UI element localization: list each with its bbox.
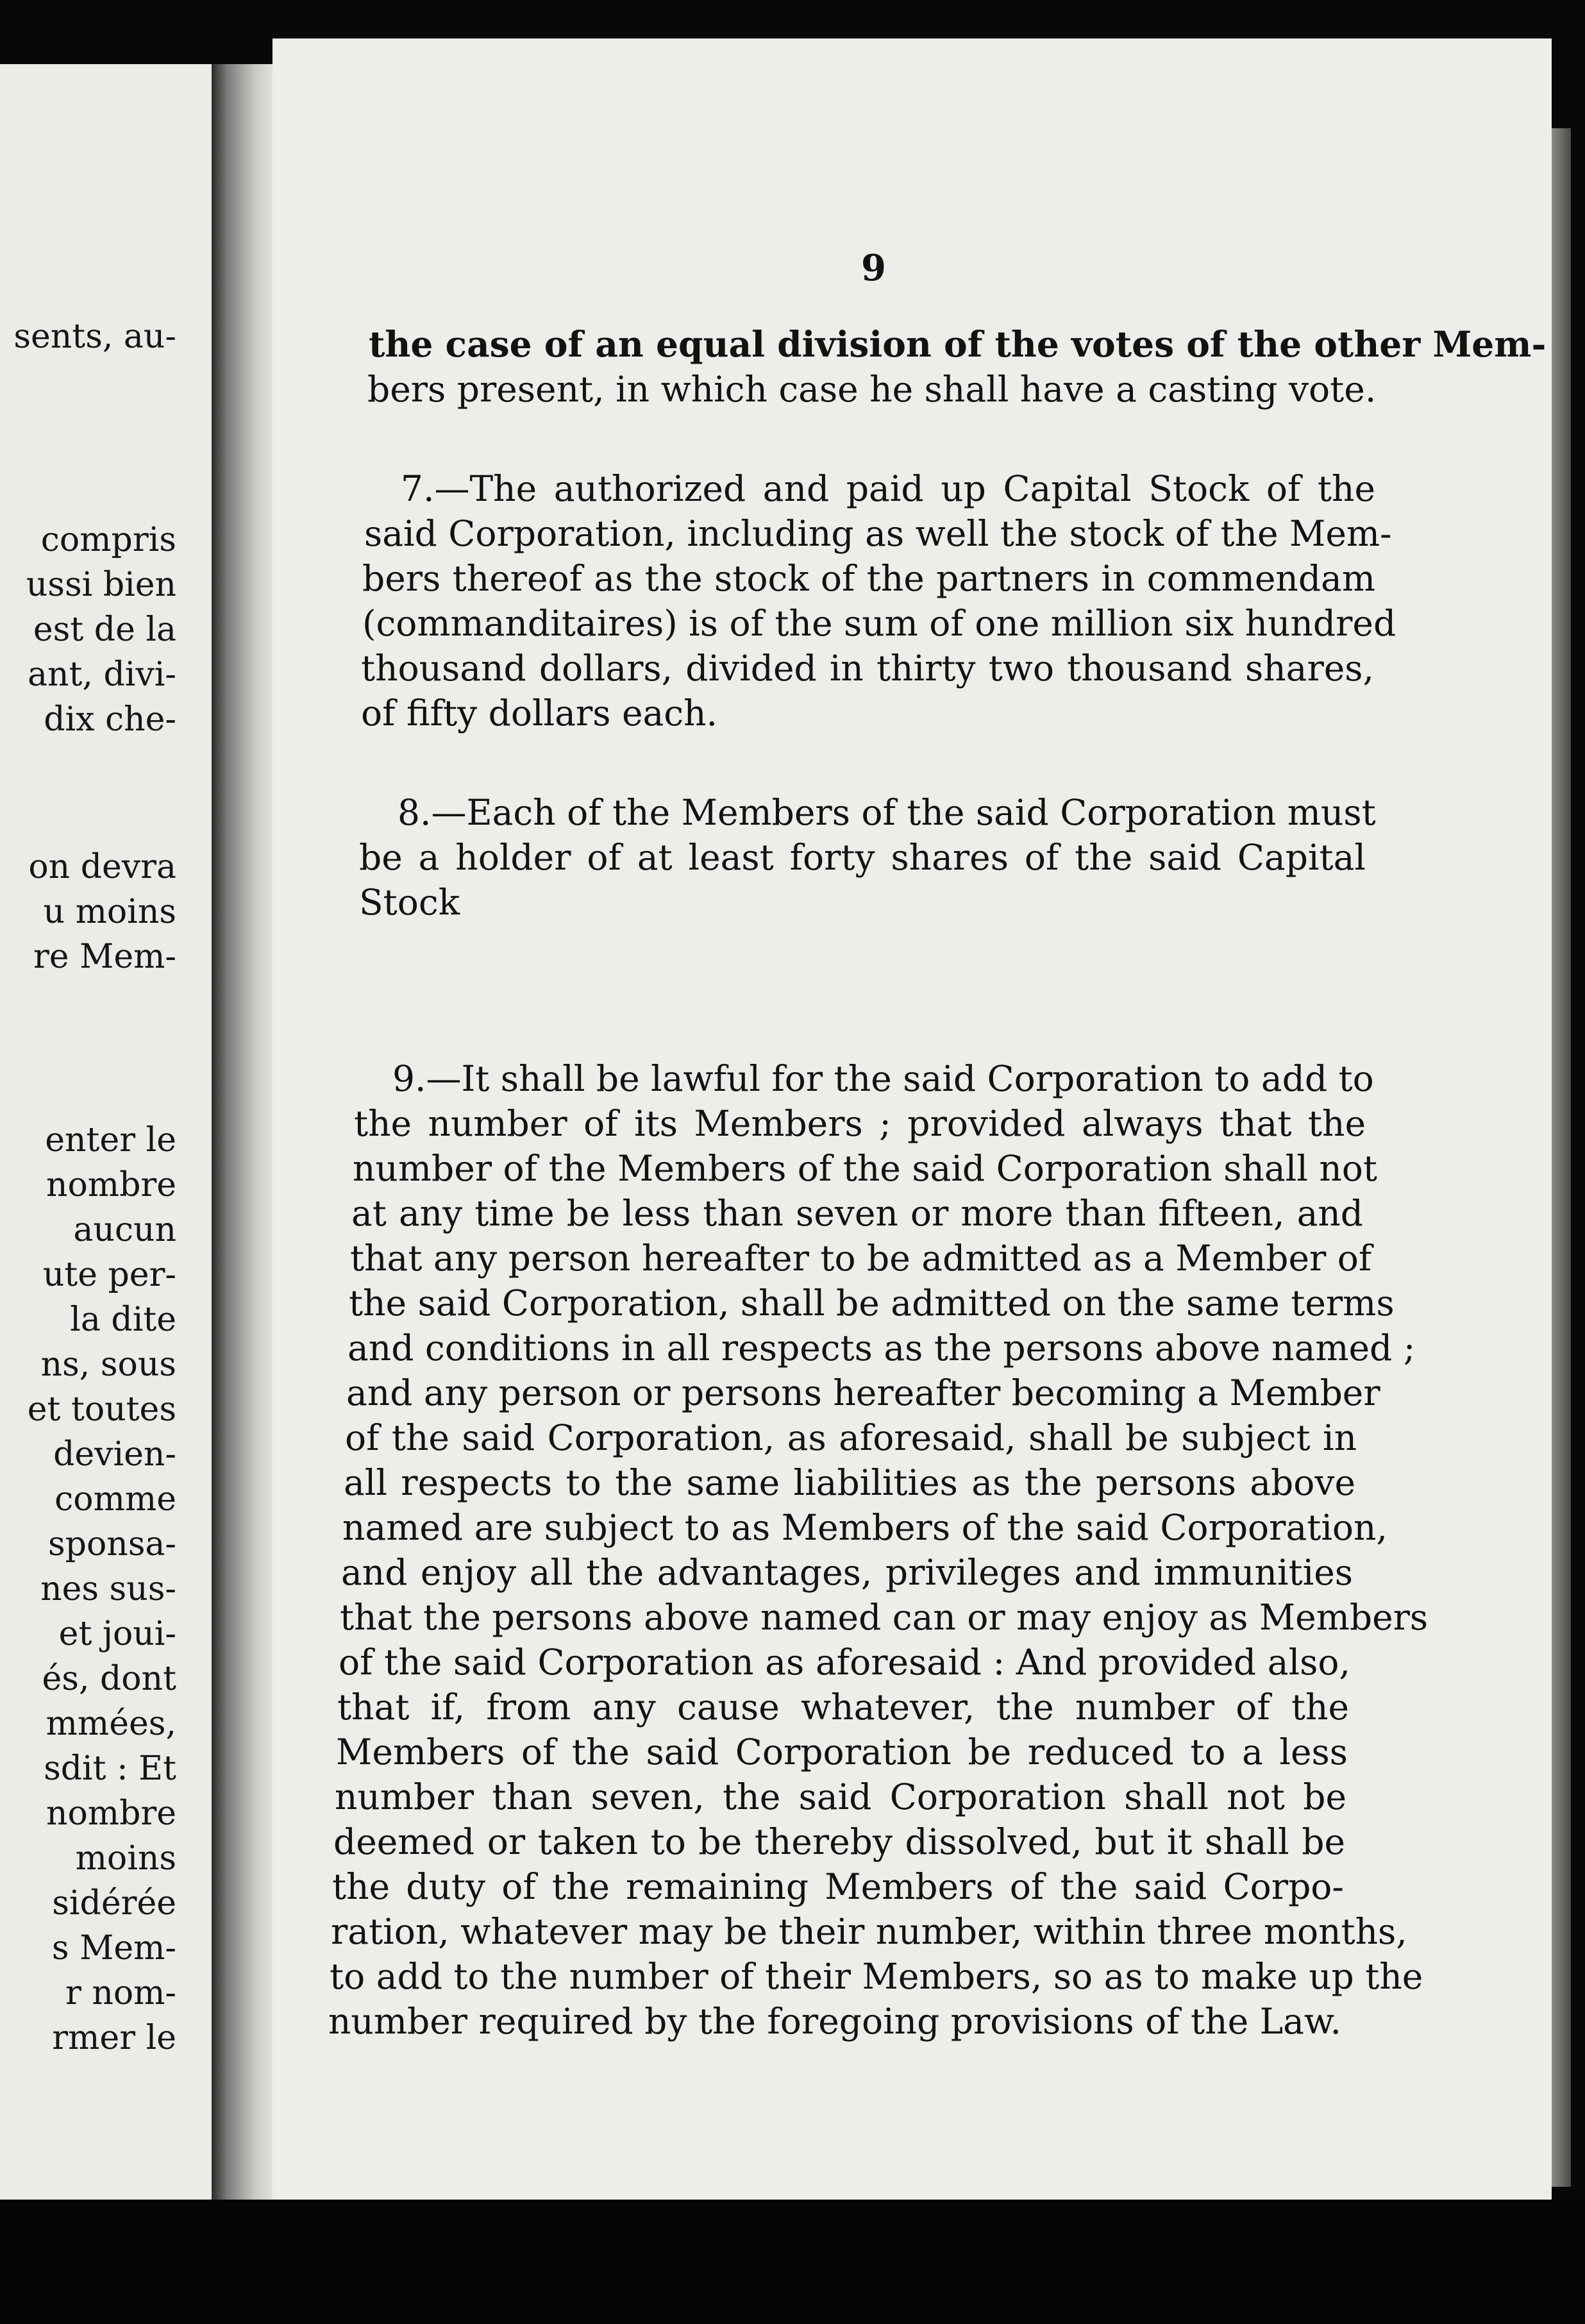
text-line: ration, whatever may be their number, within three months, bbox=[331, 1911, 1407, 1952]
left-line: sidérée bbox=[52, 1884, 176, 1923]
text-line: and enjoy all the advantages, privileges and immunities bbox=[341, 1552, 1353, 1593]
text-line: the said Corporation, shall be admitted on the same terms bbox=[349, 1283, 1395, 1324]
left-line: dix che- bbox=[44, 700, 176, 739]
text-line: named are subject to as Members of the said Corporation, bbox=[342, 1507, 1388, 1548]
left-line: re Mem- bbox=[33, 938, 176, 976]
left-line: mmées, bbox=[46, 1705, 176, 1743]
section-9-heading-line: 9.—It shall be lawful for the said Corporation to add to bbox=[392, 1058, 1374, 1099]
text-line: thousand dollars, divided in thirty two thousand shares, bbox=[361, 648, 1374, 689]
text-line: of the said Corporation, as aforesaid, shall be subject in bbox=[345, 1417, 1357, 1458]
left-line: et joui- bbox=[58, 1615, 176, 1653]
scan-bottom-border bbox=[0, 2200, 1585, 2324]
left-line: ute per- bbox=[42, 1256, 176, 1294]
text-line: of the said Corporation as aforesaid : And provided also, bbox=[339, 1642, 1350, 1683]
text-line: to add to the number of their Members, so as to make up the bbox=[330, 1956, 1423, 1997]
text-line: number than seven, the said Corporation shall not be bbox=[335, 1776, 1346, 1817]
text-line: number required by the foregoing provisions of the Law. bbox=[328, 2001, 1341, 2042]
left-line: et toutes bbox=[27, 1390, 176, 1429]
text-line: all respects to the same liabilities as the persons above bbox=[344, 1462, 1355, 1503]
text-line: that the persons above named can or may enjoy as Members bbox=[340, 1597, 1429, 1638]
section-8-heading-line: 8.—Each of the Members of the said Corporation must bbox=[398, 792, 1376, 833]
text-line: the case of an equal division of the votes of the other Mem- bbox=[369, 323, 1547, 365]
text-line: and any person or persons hereafter becoming a Member bbox=[346, 1372, 1380, 1413]
left-line: aucun bbox=[73, 1211, 176, 1249]
left-line: comme bbox=[55, 1480, 176, 1519]
left-line: devien- bbox=[53, 1435, 176, 1474]
left-line: u moins bbox=[43, 893, 176, 931]
left-line: la dite bbox=[70, 1301, 176, 1339]
left-line: nes sus- bbox=[40, 1570, 176, 1608]
text-line: be a holder of at least forty shares of the said Capital bbox=[359, 837, 1366, 878]
text-line: Stock bbox=[359, 882, 460, 923]
text-line: bers thereof as the stock of the partners in commendam bbox=[362, 558, 1375, 599]
left-line: on devra bbox=[28, 848, 176, 886]
text-line: that any person hereafter to be admitted as a Member of bbox=[350, 1238, 1372, 1279]
left-line: nombre bbox=[46, 1166, 176, 1204]
text-line: at any time be less than seven or more than fifteen, and bbox=[351, 1193, 1363, 1234]
left-line: est de la bbox=[33, 610, 176, 649]
left-line: sponsa- bbox=[47, 1525, 176, 1563]
left-line: s Mem- bbox=[51, 1929, 176, 1967]
text-line: Members of the said Corporation be reduced to a less bbox=[336, 1731, 1348, 1772]
text-line: said Corporation, including as well the stock of the Mem- bbox=[364, 513, 1392, 554]
left-line: nombre bbox=[46, 1794, 176, 1833]
text-line: deemed or taken to be thereby dissolved, but it shall be bbox=[333, 1821, 1345, 1862]
left-line: és, dont bbox=[42, 1660, 176, 1698]
section-7-heading-line: 7.—The authorized and paid up Capital Stock of the bbox=[401, 468, 1375, 509]
left-line: enter le bbox=[45, 1121, 176, 1159]
left-line: sents, au- bbox=[13, 317, 176, 356]
left-line: ns, sous bbox=[40, 1345, 176, 1384]
text-line: of fifty dollars each. bbox=[361, 693, 717, 734]
left-line: moins bbox=[75, 1839, 176, 1878]
left-line: r nom- bbox=[65, 1974, 176, 2012]
text-line: (commanditaires) is of the sum of one million six hundred bbox=[362, 603, 1396, 644]
left-line: ussi bien bbox=[26, 566, 176, 604]
text-line: number of the Members of the said Corporation shall not bbox=[353, 1148, 1377, 1189]
left-line: sdit : Et bbox=[44, 1749, 176, 1788]
book-gutter bbox=[212, 64, 273, 2200]
text-line: that if, from any cause whatever, the number of the bbox=[337, 1687, 1349, 1728]
text-line: the duty of the remaining Members of the said Corpo- bbox=[332, 1866, 1344, 1907]
left-line: ant, divi- bbox=[28, 655, 176, 694]
page-number: 9 bbox=[861, 247, 886, 289]
page-edge bbox=[1552, 128, 1571, 2187]
left-facing-page bbox=[0, 64, 212, 2200]
text-line: and conditions in all respects as the persons above named ; bbox=[348, 1327, 1416, 1368]
left-line: compris bbox=[40, 521, 176, 559]
left-line: rmer le bbox=[52, 2019, 176, 2057]
text-line: the number of its Members ; provided always that the bbox=[354, 1103, 1366, 1144]
text-line: bers present, in which case he shall have a casting vote. bbox=[367, 369, 1377, 410]
